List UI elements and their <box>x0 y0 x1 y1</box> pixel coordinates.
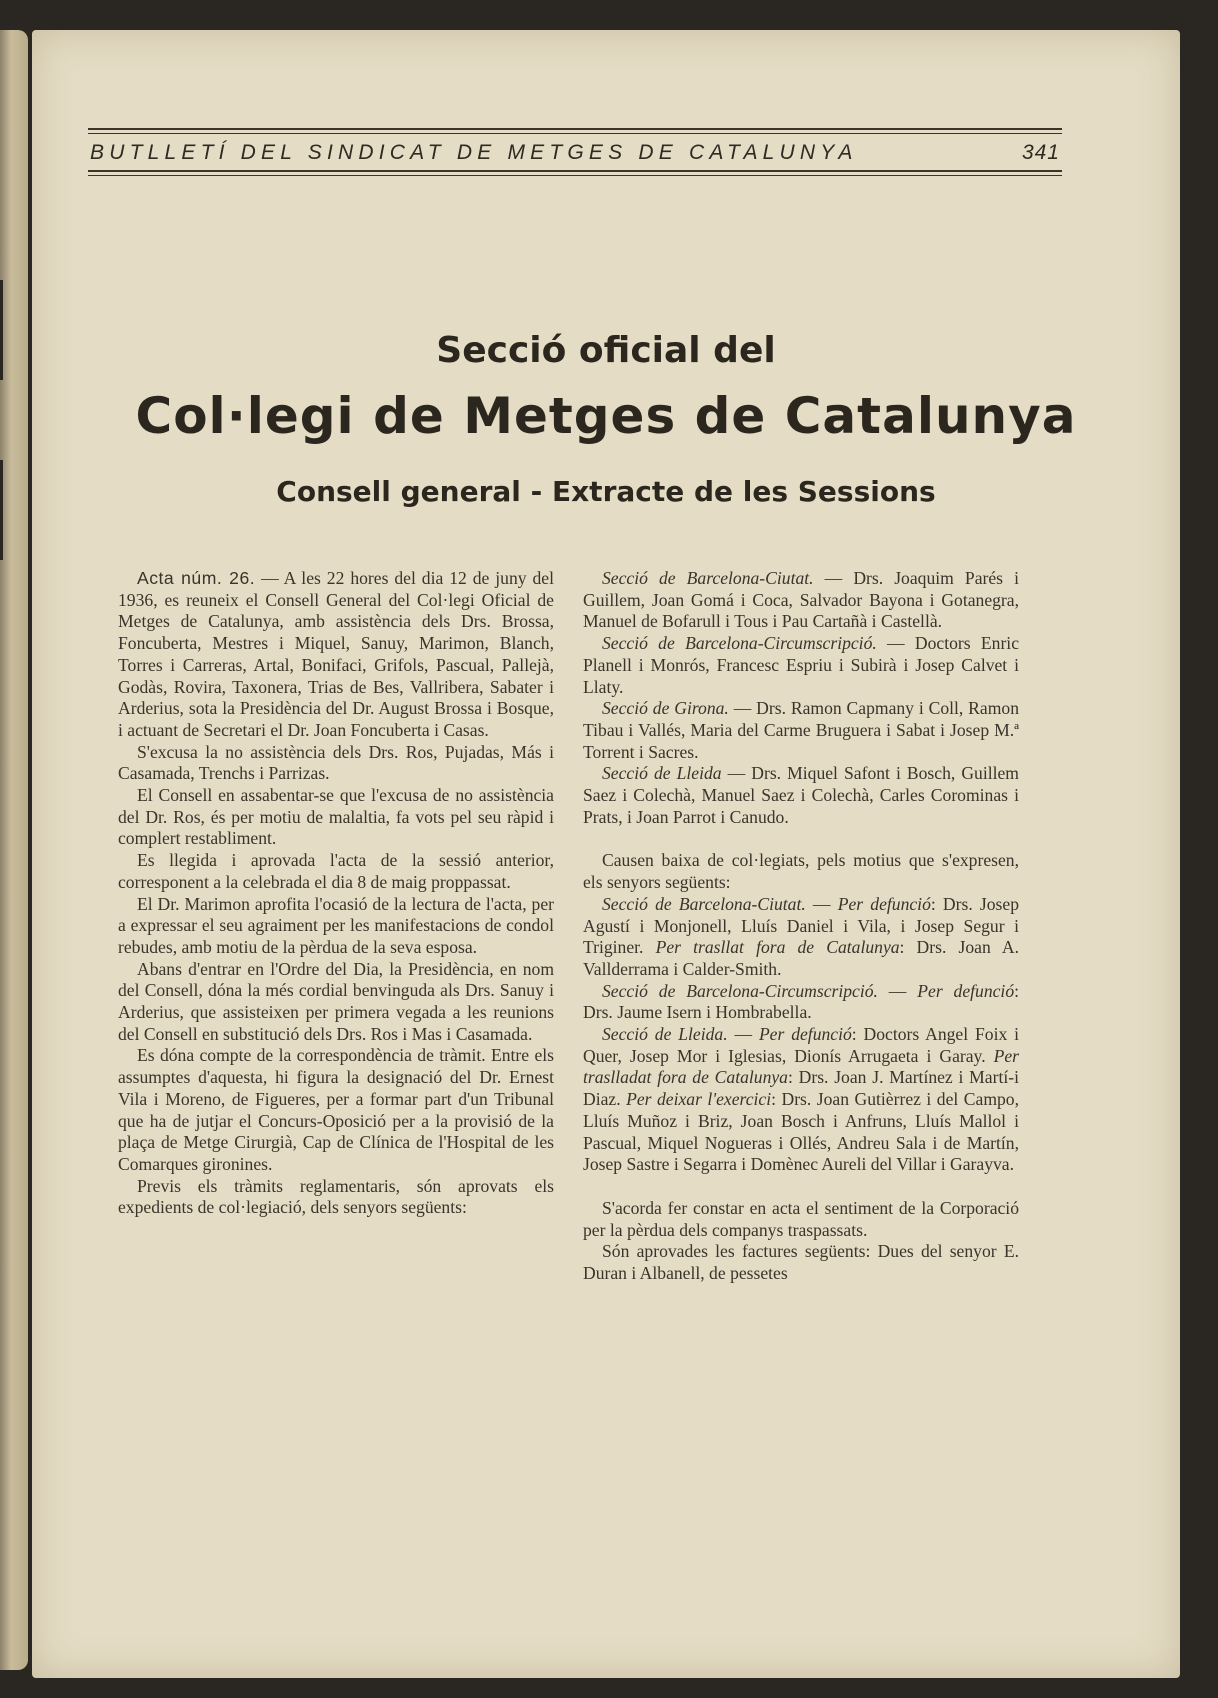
paragraph: Previs els tràmits reglamentaris, són aprovats els expedients de col·legiació, dels senyors següents: <box>118 1175 554 1218</box>
adjacent-page-edge <box>0 30 28 1670</box>
paragraph: Secció de Barcelona-Ciutat. — Drs. Joaquim Parés i Guillem, Joan Gomá i Coca, Salvador Bayona i Gotanegra, Manuel de Bofarull i Tous i Pau Cartañà i Castellà. <box>583 568 1019 632</box>
section-label: Secció de Lleida. <box>602 1024 728 1045</box>
section-label: Secció de Barcelona-Circumscripció. <box>602 633 877 654</box>
section-label: Secció de Barcelona-Ciutat. <box>602 893 806 914</box>
paragraph: El Consell en assabentar-se que l'excusa de no assistència del Dr. Ros, és per motiu de malaltia, fa vots pel seu ràpid i complert restabliment. <box>118 785 554 849</box>
paragraph: Secció de Barcelona-Circumscripció. — Doctors Enric Planell i Monrós, Francesc Espriu i Subirà i Josep Calvet i Llaty. <box>583 633 1020 697</box>
left-column <box>118 568 554 1219</box>
paragraph: Secció de Lleida — Drs. Miquel Safont i Bosch, Guillem Saez i Colechà, Manuel Saez i Colechà, Carles Corominas i Prats, i Joan Parrot i Canudo. <box>583 763 1019 827</box>
section-label: Secció de Barcelona-Circumscripció. <box>602 980 878 1001</box>
paragraph: El Dr. Marimon aprofita l'ocasió de la lectura de l'acta, per a expressar el seu agraiment per les manifestacions de condol rebudes, amb motiu de la pèrdua de la seva esposa. <box>118 893 554 957</box>
title-block <box>32 330 1180 508</box>
paragraph: Secció de Barcelona-Ciutat. — Per defunció: Drs. Josep Agustí i Monjonell, Lluís Daniel i Vila, i Josep Segur i Triginer. Per trasllat fora de Catalunya: Drs. Joan A. Vallderrama i Calder-Smith. <box>583 893 1020 979</box>
paragraph: Són aprovades les factures següents: Dues del senyor E. Duran i Albanell, de pessetes <box>583 1241 1019 1284</box>
header-rule <box>88 170 1062 172</box>
paragraph: Causen baixa de col·legiats, pels motius que s'expresen, els senyors següents: <box>583 850 1019 893</box>
document-page <box>32 30 1180 1678</box>
binding-mark <box>0 280 3 380</box>
header-rule <box>88 175 1062 176</box>
paragraph: Secció de Lleida. — Per defunció: Doctors Angel Foix i Quer, Josep Mor i Iglesias, Dionís Arrugaeta i Garay. Per traslladat fora de Catalunya: Drs. Joan J. Martínez i Martí-i Diaz. Per deixar l'exercici: Drs. Joan Gutièrrez i del Campo, Lluís Muñoz i Briz, Joan Bosch i Anfruns, Lluís Mallol i Pascual, Miquel Nogueras i Ollés, Andreu Sala i de Martín, Josep Sastre i Segarra i Domènec Aureli del Villar i Garayva. <box>583 1024 1020 1175</box>
paragraph: S'excusa la no assistència dels Drs. Ros, Pujadas, Más i Casamada, Trenchs i Parrizas. <box>118 741 554 784</box>
page-number: 341 <box>1021 141 1060 164</box>
act-number: Acta núm. 26. <box>137 568 256 588</box>
paragraph: Acta núm. 26. — A les 22 hores del dia 12 de juny del 1936, es reuneix el Consell General del Col·legi Oficial de Metges de Catalunya, amb assistència dels Drs. Brossa, Foncuberta, Mestres i Miquel, Sanuy, Marimon, Blanch, Torres i Carreras, Artal, Bonifaci, Grifols, Pascual, Pallejà, Godàs, Rovira, Taxonera, Trias de Bes, Vallribera, Sabater i Arderius, sota la Presidència del Dr. August Brossa i Bosque, i actuant de Secretari el Dr. Joan Foncuberta i Casas. <box>118 568 554 740</box>
section-label: Secció de Lleida <box>602 763 722 784</box>
paragraph: Es dóna compte de la correspondència de tràmit. Entre els assumptes d'aquesta, hi figura la designació del Dr. Ernest Vila i Moreno, de Figueres, per a formar part d'un Tribunal que ha de jutjar el Concurs-Oposició per a la provisió de la plaça de Metge Cirurgià, Cap de Clínica de l'Hospital de les Comarques gironines. <box>118 1045 554 1174</box>
running-title: BUTLLETÍ DEL SINDICAT DE METGES DE CATALUNYA <box>90 141 858 164</box>
section-label: Secció de Barcelona-Ciutat. <box>602 568 814 588</box>
section-title: Secció oficial del <box>436 330 776 371</box>
section-label: Secció de Girona. <box>602 698 729 719</box>
header-rule <box>88 128 1062 130</box>
paragraph: Abans d'entrar en l'Ordre del Dia, la Presidència, en nom del Consell, dóna la més cordial benvinguda als Drs. Sanuy i Arderius, que assisteixen per primera vegada a les reunions del Consell en substitució dels Drs. Ros i Mas i Casamada. <box>118 958 554 1044</box>
right-column <box>583 568 1019 1285</box>
binding-mark <box>0 460 3 560</box>
paragraph: S'acorda fer constar en acta el sentiment de la Corporació per la pèrdua dels companys traspassats. <box>583 1197 1019 1240</box>
subtitle: Consell general - Extracte de les Sessions <box>276 475 936 508</box>
paragraph: Es llegida i aprovada l'acta de la sessió anterior, corresponent a la celebrada el dia 8 de maig proppassat. <box>118 850 554 892</box>
main-title: Col·legi de Metges de Catalunya <box>135 387 1077 445</box>
paragraph: Secció de Girona. — Drs. Ramon Capmany i Coll, Ramon Tibau i Vallés, Maria del Carme Bruguera i Sabat i Josep M.ª Torrent i Sacres. <box>583 698 1019 762</box>
paragraph: Secció de Barcelona-Circumscripció. — Per defunció: Drs. Jaume Isern i Hombrabella. <box>583 980 1020 1023</box>
running-header <box>88 128 1062 176</box>
